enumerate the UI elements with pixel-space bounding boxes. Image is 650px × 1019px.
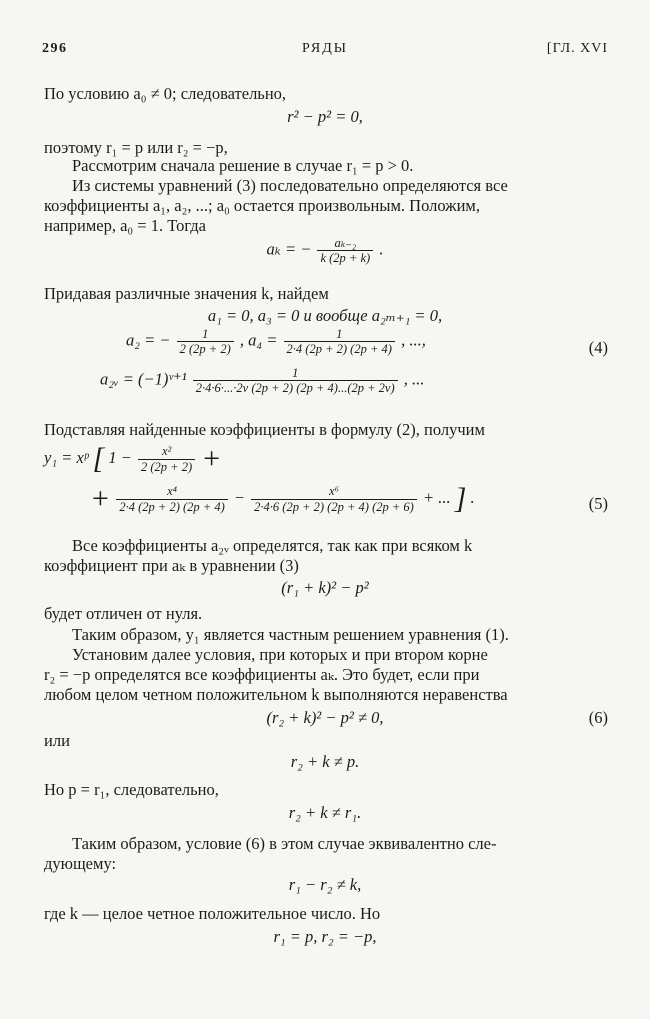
running-title: РЯДЫ <box>301 41 348 56</box>
eq-text: , a₄ = <box>239 330 278 350</box>
page-number: 296 <box>42 41 68 56</box>
text-line: Установим далее условия, при которых и при втором корне <box>72 645 488 664</box>
text-line: Но p = r₁, следовательно, <box>44 780 219 799</box>
text-line: коэффициенты a₁, a₂, ...; a₀ остается произвольным. Положим, <box>44 196 480 215</box>
plus-sign: + <box>201 442 222 475</box>
eq-text: a₂ᵥ = (−1)ᵛ⁺¹ <box>100 369 187 389</box>
eq-text: , ... <box>403 369 425 389</box>
bracket: ] <box>454 482 467 515</box>
text-line: Из системы уравнений (3) последовательно определяются все <box>72 176 508 195</box>
equation-ak <box>42 236 608 266</box>
fraction <box>193 366 398 396</box>
eq-text: . <box>379 239 384 259</box>
equation-label: (6) <box>588 708 608 727</box>
text-line: Рассмотрим сначала решение в случае r₁ = p > 0. <box>72 156 414 175</box>
eq-text: , ..., <box>401 330 426 350</box>
chapter-label: [ГЛ. XVI <box>546 41 608 56</box>
fraction <box>177 327 234 357</box>
plus-sign: + <box>90 482 111 515</box>
equation-5-line1 <box>44 444 222 474</box>
text-line: например, a₀ = 1. Тогда <box>44 216 206 235</box>
text-line: где k — целое четное положительное число. Но <box>44 904 381 923</box>
denominator: 2·4 (2p + 2) (2p + 4) <box>116 499 227 514</box>
bracket: [ <box>92 442 105 475</box>
numerator: 1 <box>336 327 343 341</box>
text-line: дующему: <box>44 854 117 873</box>
text-line: Все коэффициенты a₂ᵥ определятся, так как при всяком k <box>72 536 473 555</box>
eq-text: aₖ = − <box>266 239 312 259</box>
equation: r₂ + k ≠ p. <box>290 752 360 771</box>
numerator: x⁴ <box>167 484 178 499</box>
fraction <box>284 327 395 357</box>
eq-text: . <box>470 487 475 507</box>
equation-5-line2 <box>90 484 475 514</box>
denominator: 2 (2p + 2) <box>177 341 234 356</box>
fraction <box>251 484 417 514</box>
numerator: x² <box>161 444 172 459</box>
eq-text: y₁ = xᵖ <box>44 447 89 467</box>
eq-text: − <box>233 487 246 507</box>
equation: r₂ + k ≠ r₁. <box>288 803 362 822</box>
equation: (r₁ + k)² − p² <box>281 578 369 597</box>
fraction <box>116 484 227 514</box>
equation-label: (5) <box>588 494 608 513</box>
equation: a₁ = 0, a₃ = 0 и вообще a₂ₘ₊₁ = 0, <box>207 306 443 325</box>
denominator: 2·4·6 (2p + 2) (2p + 4) (2p + 6) <box>251 499 417 514</box>
text-line: будет отличен от нуля. <box>44 604 203 623</box>
eq-text: + ... <box>422 487 451 507</box>
numerator: 1 <box>292 366 299 380</box>
denominator: 2 (2p + 2) <box>138 459 195 474</box>
denominator: 2·4·6·...·2ν (2p + 2) (2p + 4)...(2p + 2ν) <box>193 380 398 395</box>
text-line: любом целом четном положительном k выполняются неравенства <box>44 685 508 704</box>
numerator: aₖ₋₂ <box>334 236 357 250</box>
denominator: 2·4 (2p + 2) (2p + 4) <box>284 341 395 356</box>
running-header <box>42 40 608 60</box>
text-line: поэтому r₁ = p или r₂ = −p, <box>44 138 228 157</box>
equation: (r₂ + k)² − p² ≠ 0, <box>266 708 384 727</box>
equation: r₁ − r₂ ≠ k, <box>288 875 362 894</box>
numerator: 1 <box>202 327 209 341</box>
equation-4 <box>126 327 426 357</box>
equation-label: (4) <box>588 338 608 357</box>
eq-text: a₂ = − <box>126 330 171 350</box>
numerator: x⁶ <box>329 484 339 499</box>
text-line: Придавая различные значения k, найдем <box>44 284 329 303</box>
text-line: коэффициент при aₖ в уравнении (3) <box>44 556 299 575</box>
text-line: r₂ = −p определятся все коэффициенты aₖ. Это будет, если при <box>44 665 480 684</box>
fraction <box>138 444 195 474</box>
text-line: Таким образом, y₁ является частным решением уравнения (1). <box>72 625 509 644</box>
text-line: Таким образом, условие (6) в этом случае эквивалентно сле- <box>72 834 497 853</box>
equation-a2v <box>100 366 424 396</box>
text-line: По условию a₀ ≠ 0; следовательно, <box>44 84 287 103</box>
equation: r² − p² = 0, <box>287 107 363 126</box>
fraction <box>317 236 373 266</box>
eq-text: 1 − <box>108 447 132 467</box>
text-line: Подставляя найденные коэффициенты в формулу (2), получим <box>44 420 485 439</box>
equation: r₁ = p, r₂ = −p, <box>273 927 377 946</box>
text-line: или <box>44 731 70 750</box>
denominator: k (2p + k) <box>317 250 373 265</box>
